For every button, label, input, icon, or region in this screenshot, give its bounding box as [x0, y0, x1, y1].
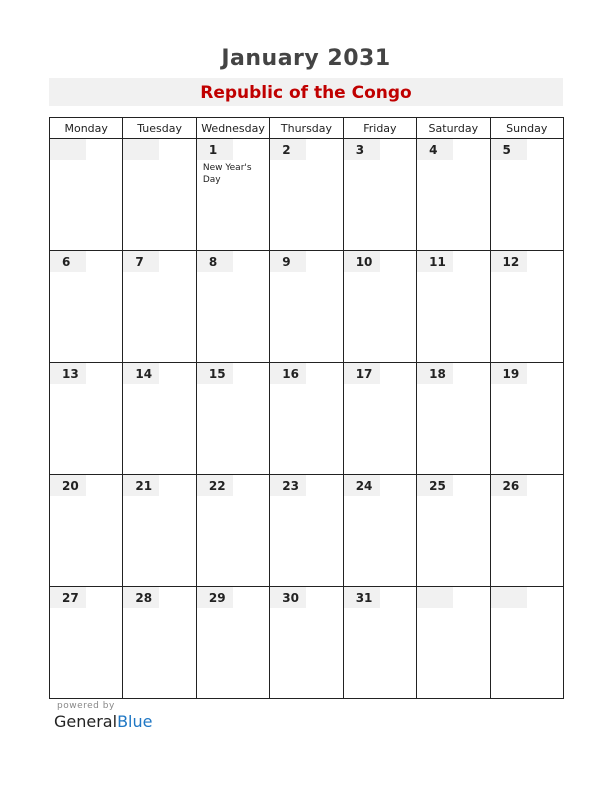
day-number: 11: [417, 251, 453, 272]
day-cell[interactable]: [123, 251, 196, 363]
day-cell[interactable]: [343, 475, 416, 587]
holiday-event: New Year's Day: [202, 163, 252, 185]
day-cell[interactable]: [343, 251, 416, 363]
day-cell[interactable]: [196, 139, 269, 251]
day-number: 16: [270, 363, 306, 384]
day-cell[interactable]: [270, 139, 343, 251]
weekday-header: Sunday: [490, 118, 563, 139]
weekday-header-row: [50, 118, 564, 139]
day-number: 7: [123, 251, 159, 272]
day-cell[interactable]: [490, 475, 563, 587]
weekday-header: Wednesday: [196, 118, 269, 139]
calendar-grid: [49, 117, 564, 699]
day-number: 26: [491, 475, 527, 496]
day-number: 19: [491, 363, 527, 384]
day-number: 17: [344, 363, 380, 384]
day-cell[interactable]: [417, 251, 490, 363]
day-cell[interactable]: [123, 587, 196, 699]
day-cell[interactable]: [196, 475, 269, 587]
calendar-title: January 2031: [221, 46, 391, 71]
day-number: 30: [270, 587, 306, 608]
weekday-header: Saturday: [417, 118, 490, 139]
week-row: [50, 139, 564, 251]
day-cell[interactable]: [343, 587, 416, 699]
day-number: 14: [123, 363, 159, 384]
day-number: 31: [344, 587, 380, 608]
week-row: [50, 251, 564, 363]
day-cell[interactable]: [270, 475, 343, 587]
day-cell[interactable]: [196, 251, 269, 363]
day-cell[interactable]: [123, 363, 196, 475]
day-number: 10: [344, 251, 380, 272]
day-cell[interactable]: [417, 475, 490, 587]
day-number: 9: [270, 251, 306, 272]
day-number: 27: [50, 587, 86, 608]
day-cell[interactable]: [196, 363, 269, 475]
day-cell[interactable]: [50, 363, 123, 475]
day-number: 18: [417, 363, 453, 384]
day-number: 4: [417, 139, 453, 160]
day-cell[interactable]: [490, 587, 563, 699]
day-number: [50, 139, 86, 160]
weekday-header: Friday: [343, 118, 416, 139]
day-number: 22: [197, 475, 233, 496]
day-number: 23: [270, 475, 306, 496]
day-cell[interactable]: [270, 587, 343, 699]
day-number: 12: [491, 251, 527, 272]
day-number: [417, 587, 453, 608]
day-number: [491, 587, 527, 608]
generalblue-logo[interactable]: [54, 712, 152, 731]
day-cell[interactable]: [490, 139, 563, 251]
weekday-header: Tuesday: [123, 118, 196, 139]
brand-blue: Blue: [117, 712, 153, 731]
day-number: 15: [197, 363, 233, 384]
weekday-header: Thursday: [270, 118, 343, 139]
day-cell[interactable]: [50, 587, 123, 699]
day-cell[interactable]: [50, 251, 123, 363]
week-row: [50, 587, 564, 699]
day-cell[interactable]: [343, 139, 416, 251]
day-number: 21: [123, 475, 159, 496]
day-number: 3: [344, 139, 380, 160]
day-cell[interactable]: [270, 363, 343, 475]
day-cell[interactable]: [50, 475, 123, 587]
day-cell[interactable]: [417, 139, 490, 251]
country-name: Republic of the Congo: [49, 78, 563, 106]
day-cell[interactable]: [343, 363, 416, 475]
day-cell[interactable]: [123, 475, 196, 587]
day-number: 25: [417, 475, 453, 496]
week-row: [50, 363, 564, 475]
day-number: 24: [344, 475, 380, 496]
day-number: 20: [50, 475, 86, 496]
day-number: 28: [123, 587, 159, 608]
day-number: 2: [270, 139, 306, 160]
day-cell[interactable]: [196, 587, 269, 699]
day-cell[interactable]: [123, 139, 196, 251]
day-cell[interactable]: [270, 251, 343, 363]
day-cell[interactable]: [417, 587, 490, 699]
day-cell[interactable]: [490, 251, 563, 363]
day-number: 1: [197, 139, 233, 160]
brand-general: General: [54, 712, 118, 731]
day-number: 29: [197, 587, 233, 608]
day-number: 5: [491, 139, 527, 160]
day-cell[interactable]: [50, 139, 123, 251]
week-row: [50, 475, 564, 587]
day-number: [123, 139, 159, 160]
powered-by-text: powered by: [57, 701, 115, 711]
day-number: 6: [50, 251, 86, 272]
day-number: 13: [50, 363, 86, 384]
day-number: 8: [197, 251, 233, 272]
day-cell[interactable]: [417, 363, 490, 475]
day-cell[interactable]: [490, 363, 563, 475]
weekday-header: Monday: [50, 118, 123, 139]
